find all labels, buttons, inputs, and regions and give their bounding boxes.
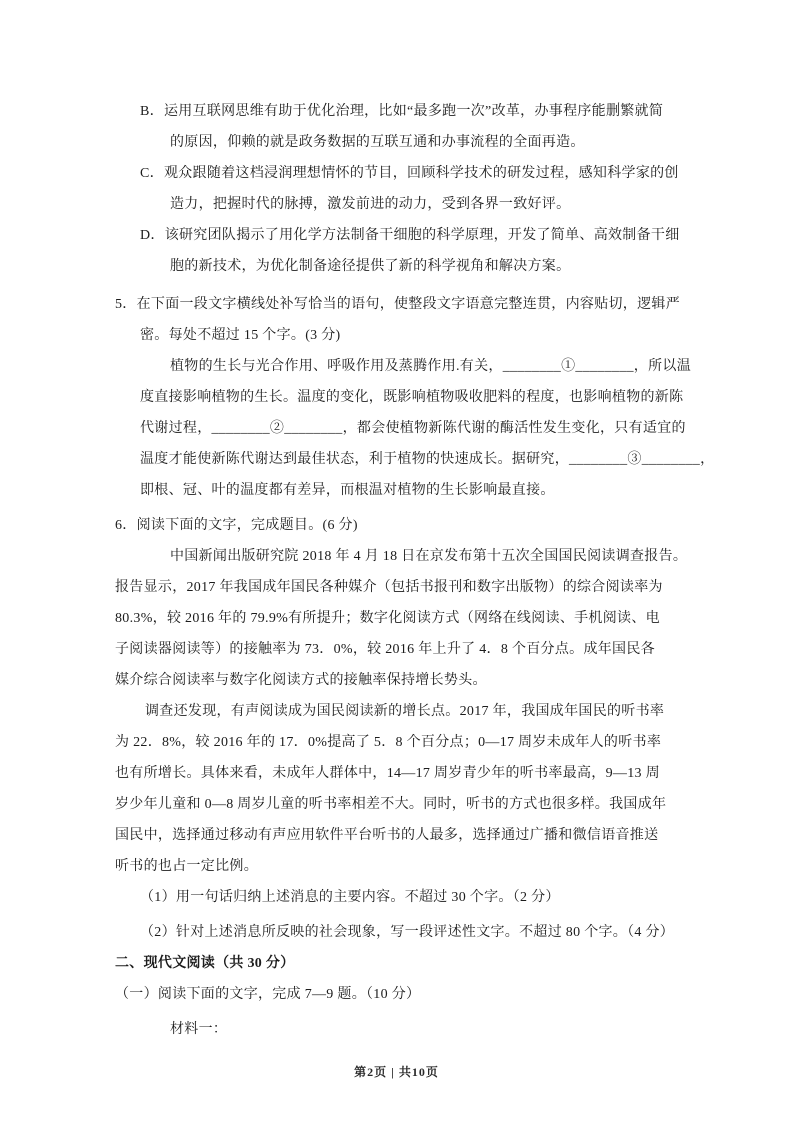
option-d-line-2: 胞的新技术，为优化制备途径提供了新的科学视角和解决方案。 — [170, 259, 571, 274]
page-content — [115, 96, 715, 1045]
question5-passage-line-1: 植物的生长与光合作用、呼吸作用及蒸腾作用.有关，________①________，所以温 — [170, 359, 691, 374]
question5-passage-line-3: 代谢过程，________②________，都会使植物新陈代谢的酶活性发生变化，只有适宜的 — [140, 421, 686, 436]
option-c-line-2: 造力，把握时代的脉搏，激发前进的动力，受到各界一致好评。 — [170, 197, 571, 212]
section2-heading: 二、现代文阅读（共 30 分） — [115, 956, 295, 971]
question6-para2-line-4: 岁少年儿童和 0—8 周岁儿童的听书率相差不大。同时，听书的方式也很多样。我国成年 — [115, 797, 667, 812]
question6-para1-line-3: 80.3%，较 2016 年的 79.9%有所提升；数字化阅读方式（网络在线阅读、手机阅读、电 — [115, 611, 660, 626]
question6-para1-line-2: 报告显示，2017 年我国成年国民各种媒介（包括书报刊和数字出版物）的综合阅读率为 — [115, 580, 663, 595]
question6-para2-line-2: 为 22．8%，较 2016 年的 17．0%提高了 5．8 个百分点；0—17 周岁未成年人的听书率 — [115, 735, 662, 750]
page-footer: 第2页 | 共10页 — [354, 1065, 439, 1079]
question6-subquestion-1: （1）用一句话归纳上述消息的主要内容。不超过 30 个字。（2 分） — [140, 890, 560, 905]
question5-passage-line-4: 温度才能使新陈代谢达到最佳状态，利于植物的快速成长。据研究，________③________， — [140, 452, 715, 467]
question6-para2-line-5: 国民中，选择通过移动有声应用软件平台听书的人最多，选择通过广播和微信语音推送 — [115, 828, 659, 843]
option-b-line-2: 的原因，仰赖的就是政务数据的互联互通和办事流程的全面再造。 — [170, 135, 585, 150]
question5-passage-line-2: 度直接影响植物的生长。温度的变化，既影响植物吸收肥料的程度，也影响植物的新陈 — [140, 390, 684, 405]
option-c-line-1: C．观众跟随着这档浸润理想情怀的节目，回顾科学技术的研发过程，感知科学家的创 — [140, 166, 679, 181]
option-d-line-1: D．该研究团队揭示了用化学方法制备干细胞的科学原理，开发了简单、高效制备干细 — [140, 228, 680, 243]
question5-stem-line-1: 5．在下面一段文字横线处补写恰当的语句，使整段文字语意完整连贯，内容贴切，逻辑严 — [115, 297, 680, 312]
question6-stem: 6．阅读下面的文字，完成题目。(6 分) — [115, 518, 358, 533]
question5-passage-line-5: 即根、冠、叶的温度都有差异，而根温对植物的生长影响最直接。 — [140, 483, 555, 498]
material-one-label: 材料一： — [170, 1022, 228, 1037]
question6-subquestion-2: （2）针对上述消息所反映的社会现象，写一段评述性文字。不超过 80 个字。（4 分） — [140, 925, 675, 940]
question6-para1-line-5: 媒介综合阅读率与数字化阅读方式的接触率保持增长势头。 — [115, 673, 487, 688]
question6-para2-line-1: 调查还发现，有声阅读成为国民阅读新的增长点。2017 年，我国成年国民的听书率 — [145, 704, 665, 719]
question6-para1-line-1: 中国新闻出版研究院 2018 年 4 月 18 日在京发布第十五次全国国民阅读调查报告。 — [170, 549, 688, 564]
question6-para1-line-4: 子阅读器阅读等）的接触率为 73．0%，较 2016 年上升了 4．8 个百分点。成年国民各 — [115, 642, 655, 657]
question6-para2-line-3: 也有所增长。具体来看，未成年人群体中，14—17 周岁青少年的听书率最高，9—13 周 — [115, 766, 660, 781]
option-b-line-1: B．运用互联网思维有助于优化治理，比如“最多跑一次”改革，办事程序能删繁就简 — [140, 104, 664, 119]
question5-stem-line-2: 密。每处不超过 15 个字。(3 分) — [140, 328, 341, 343]
question6-para2-line-6: 听书的也占一定比例。 — [115, 859, 258, 874]
section2-intro: （一）阅读下面的文字，完成 7—9 题。（10 分） — [115, 987, 421, 1002]
